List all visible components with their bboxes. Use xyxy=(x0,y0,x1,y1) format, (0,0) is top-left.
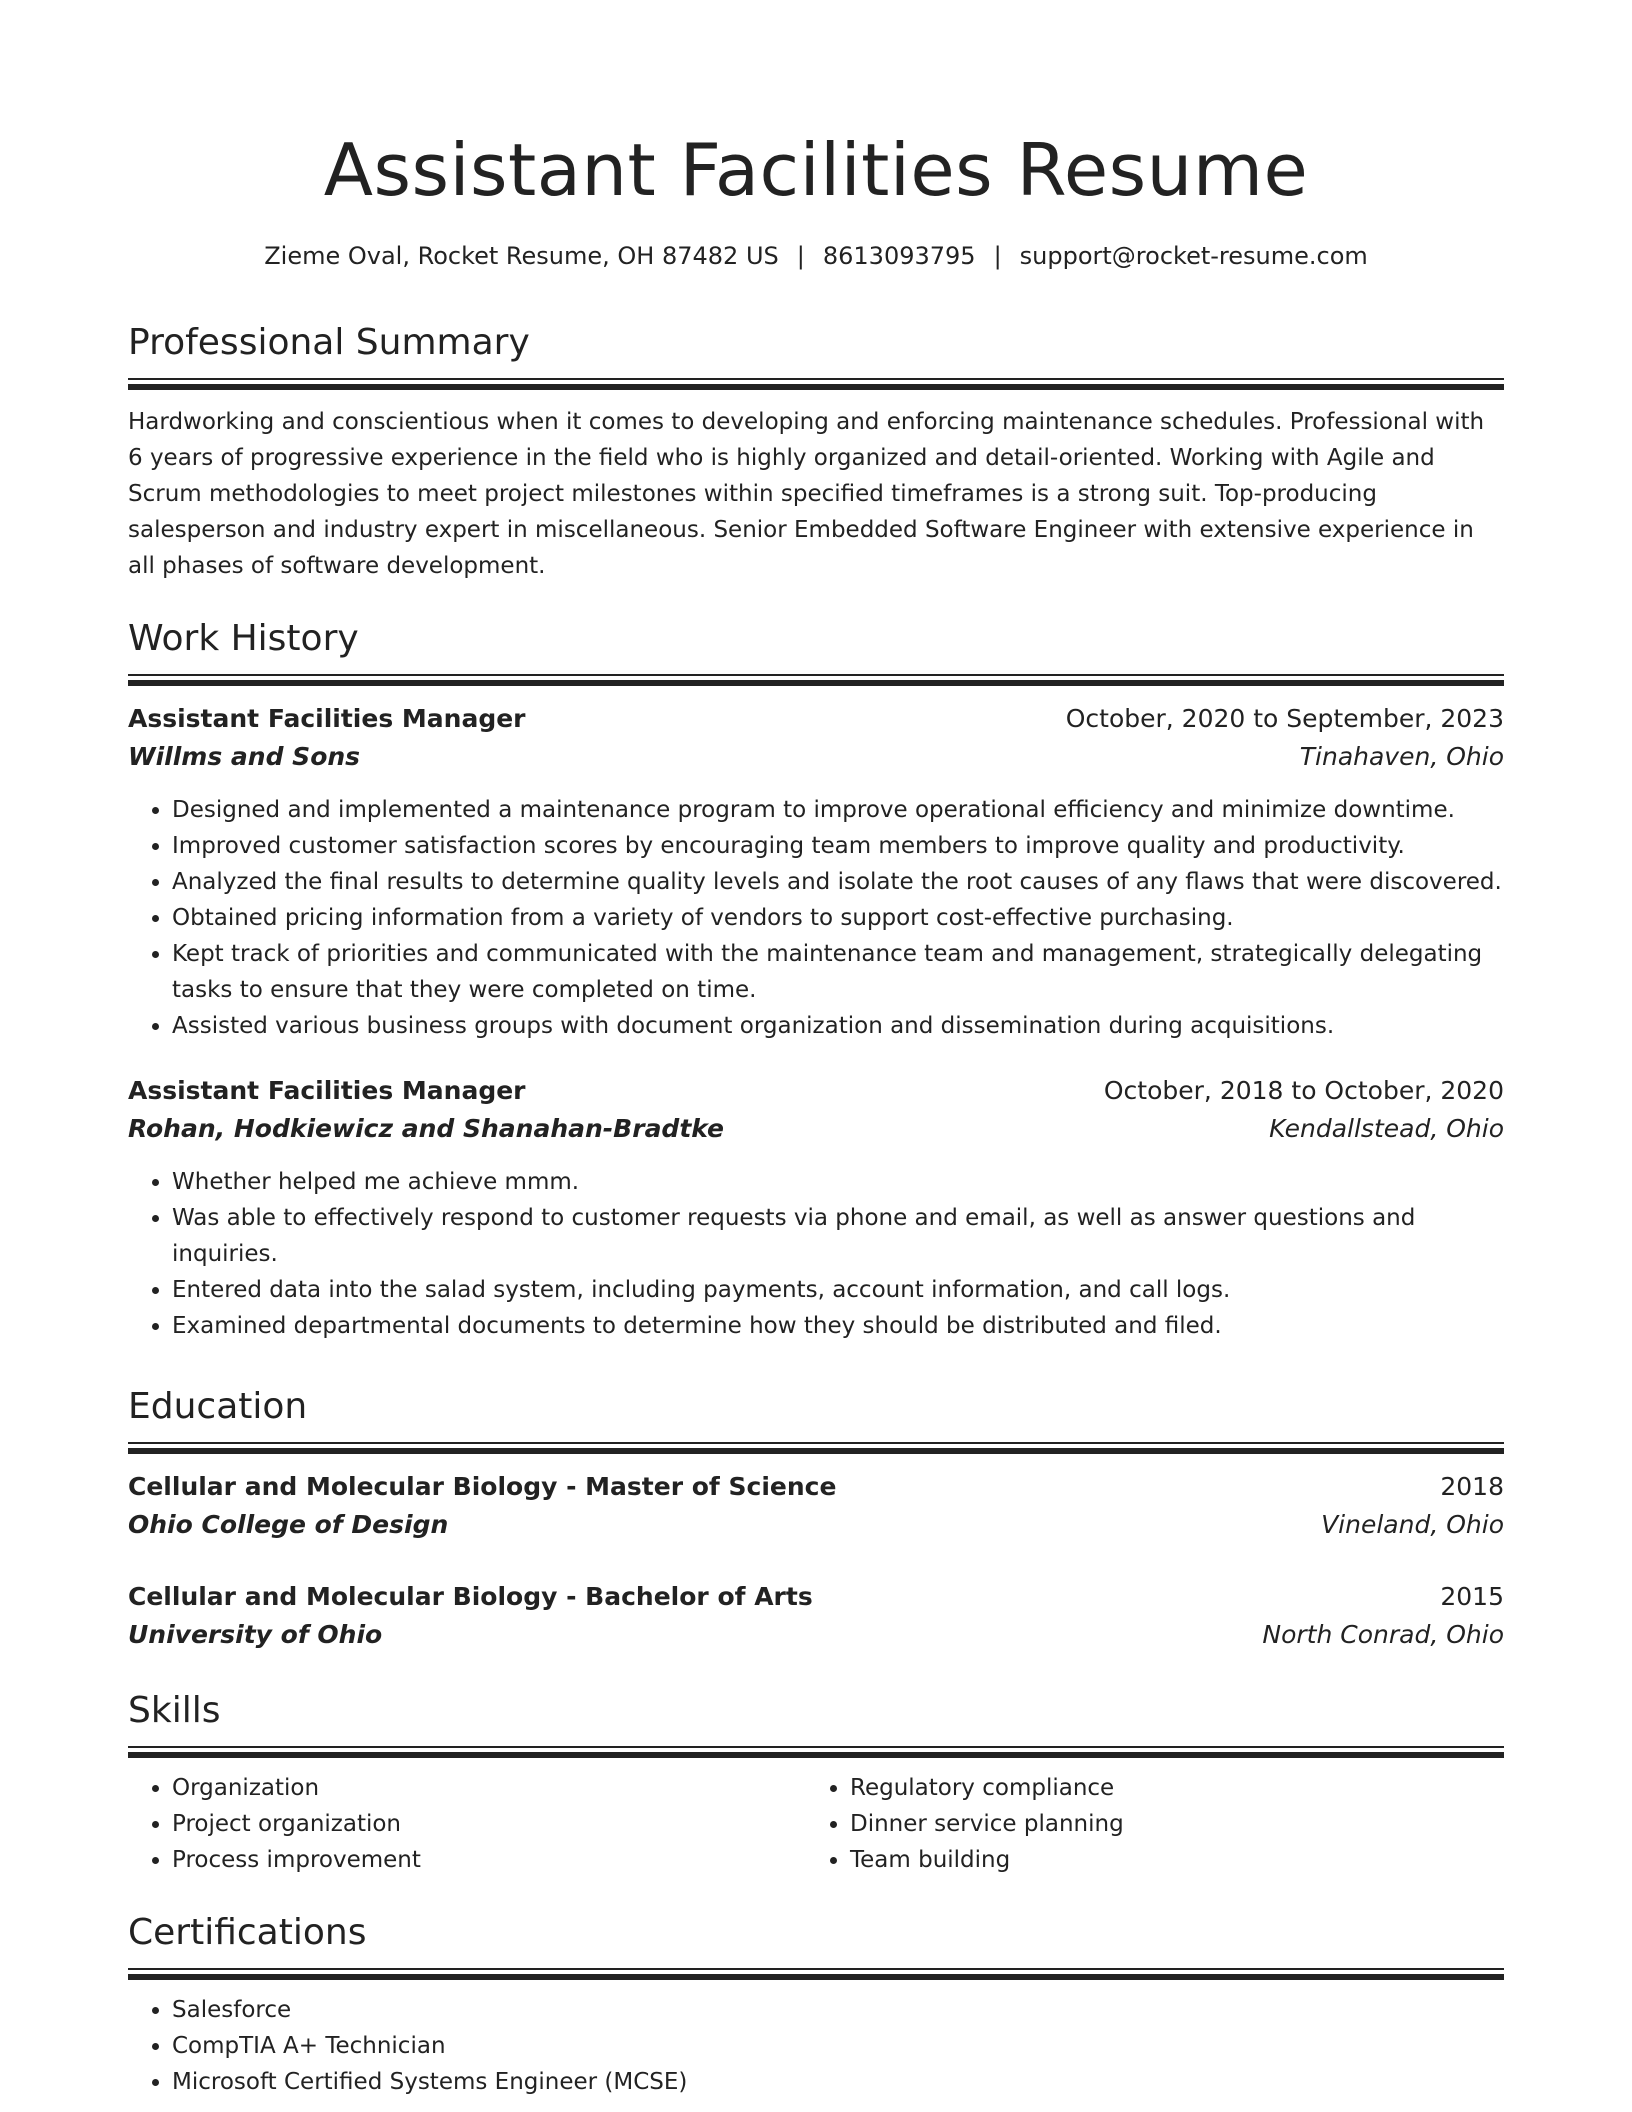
education-school: Ohio College of Design xyxy=(128,1510,449,1539)
education-degree: Cellular and Molecular Biology - Master of Science xyxy=(128,1472,837,1501)
certifications-section xyxy=(128,1908,1504,2100)
education-header-row xyxy=(128,1468,1504,1506)
list-item: • Regulatory compliance xyxy=(850,1770,1484,1806)
job-location: Kendallstead, Ohio xyxy=(1269,1114,1504,1143)
education-degree: Cellular and Molecular Biology - Bachelor of Arts xyxy=(128,1582,813,1611)
list-item: • Team building xyxy=(850,1842,1484,1878)
education-location: Vineland, Ohio xyxy=(1321,1510,1504,1539)
list-item: • Project organization xyxy=(172,1806,806,1842)
summary-section xyxy=(128,318,1504,584)
work-history-section xyxy=(128,614,1504,1344)
education-section xyxy=(128,1382,1504,1654)
skills-list xyxy=(128,1770,806,1878)
job-bullets xyxy=(128,792,1504,1044)
list-item: • Designed and implemented a maintenance program to improve operational efficiency and minimize downtime. xyxy=(172,792,1504,828)
list-item: • Assisted various business groups with document organization and dissemination during acquisitions. xyxy=(172,1008,1504,1044)
skills-grid xyxy=(128,1770,1504,1878)
job-title: Assistant Facilities Manager xyxy=(128,704,526,733)
job-company-row xyxy=(128,738,1504,776)
contact-separator: | xyxy=(993,242,1002,270)
job-company-row xyxy=(128,1110,1504,1148)
section-divider xyxy=(128,1442,1504,1444)
job-company: Willms and Sons xyxy=(128,742,361,771)
section-divider-thick xyxy=(128,384,1504,390)
section-divider-thick xyxy=(128,1752,1504,1758)
education-location: North Conrad, Ohio xyxy=(1262,1620,1504,1649)
section-divider xyxy=(128,1746,1504,1748)
skills-section xyxy=(128,1686,1504,1878)
list-item: • Whether helped me achieve mmm. xyxy=(172,1164,1504,1200)
contact-line xyxy=(128,236,1504,276)
education-header-row xyxy=(128,1578,1504,1616)
list-item: • Process improvement xyxy=(172,1842,806,1878)
certifications-list xyxy=(128,1992,1504,2100)
section-divider xyxy=(128,674,1504,676)
job-dates: October, 2020 to September, 2023 xyxy=(1065,704,1504,733)
section-heading: Education xyxy=(128,1386,308,1427)
job-title: Assistant Facilities Manager xyxy=(128,1076,526,1105)
contact-email: support@rocket-resume.com xyxy=(1019,242,1368,270)
section-divider xyxy=(128,1968,1504,1970)
contact-phone: 8613093795 xyxy=(822,242,976,270)
list-item: • Was able to effectively respond to customer requests via phone and email, as well as answer questions and inquiries. xyxy=(172,1200,1504,1272)
education-year: 2015 xyxy=(1440,1582,1504,1611)
education-school: University of Ohio xyxy=(128,1620,383,1649)
education-entry xyxy=(128,1468,1504,1544)
education-school-row xyxy=(128,1506,1504,1544)
skills-column-right xyxy=(806,1770,1484,1878)
list-item: • Examined departmental documents to determine how they should be distributed and filed. xyxy=(172,1308,1504,1344)
job-header-row xyxy=(128,700,1504,738)
section-divider-thick xyxy=(128,680,1504,686)
resume-title: Assistant Facilities Resume xyxy=(323,128,1309,212)
job-dates: October, 2018 to October, 2020 xyxy=(1103,1076,1504,1105)
section-divider xyxy=(128,378,1504,380)
list-item: • Salesforce xyxy=(172,1992,1504,2028)
job-company: Rohan, Hodkiewicz and Shanahan-Bradtke xyxy=(128,1114,724,1143)
list-item: • Improved customer satisfaction scores by encouraging team members to improve quality and productivity. xyxy=(172,828,1504,864)
contact-separator: | xyxy=(796,242,805,270)
summary-text: Hardworking and conscientious when it comes to developing and enforcing maintenance schedules. Professional with 6 years of progressive experience in the field who is highly organized and detail-oriented. Working with Agile and Scrum methodologies to meet project milestones within specified timeframes is a strong suit. Top-producing salesperson and industry expert in miscellaneous. Senior Embedded Software Engineer with extensive experience in all phases of software development. xyxy=(128,409,1485,579)
section-divider-thick xyxy=(128,1448,1504,1454)
job-location: Tinahaven, Ohio xyxy=(1299,742,1504,771)
list-item: • Entered data into the salad system, including payments, account information, and call logs. xyxy=(172,1272,1504,1308)
skills-list xyxy=(806,1770,1484,1878)
skills-column-left xyxy=(128,1770,806,1878)
job-entry xyxy=(128,700,1504,1044)
job-header-row xyxy=(128,1072,1504,1110)
list-item: • Dinner service planning xyxy=(850,1806,1484,1842)
section-heading: Skills xyxy=(128,1690,221,1731)
education-entry xyxy=(128,1578,1504,1654)
job-bullets xyxy=(128,1164,1504,1344)
list-item: • Kept track of priorities and communicated with the maintenance team and management, strategically delegating tasks to ensure that they were completed on time. xyxy=(172,936,1504,1008)
contact-address: Zieme Oval, Rocket Resume, OH 87482 US xyxy=(264,242,779,270)
section-heading: Work History xyxy=(128,618,359,659)
list-item: • Obtained pricing information from a variety of vendors to support cost-effective purchasing. xyxy=(172,900,1504,936)
list-item: • CompTIA A+ Technician xyxy=(172,2028,1504,2064)
education-year: 2018 xyxy=(1440,1472,1504,1501)
list-item: • Organization xyxy=(172,1770,806,1806)
section-heading: Professional Summary xyxy=(128,322,530,363)
section-divider-thick xyxy=(128,1974,1504,1980)
education-school-row xyxy=(128,1616,1504,1654)
section-heading: Certifications xyxy=(128,1912,367,1953)
list-item: • Microsoft Certified Systems Engineer (MCSE) xyxy=(172,2064,1504,2100)
job-entry xyxy=(128,1072,1504,1344)
list-item: • Analyzed the final results to determine quality levels and isolate the root causes of any flaws that were discovered. xyxy=(172,864,1504,900)
